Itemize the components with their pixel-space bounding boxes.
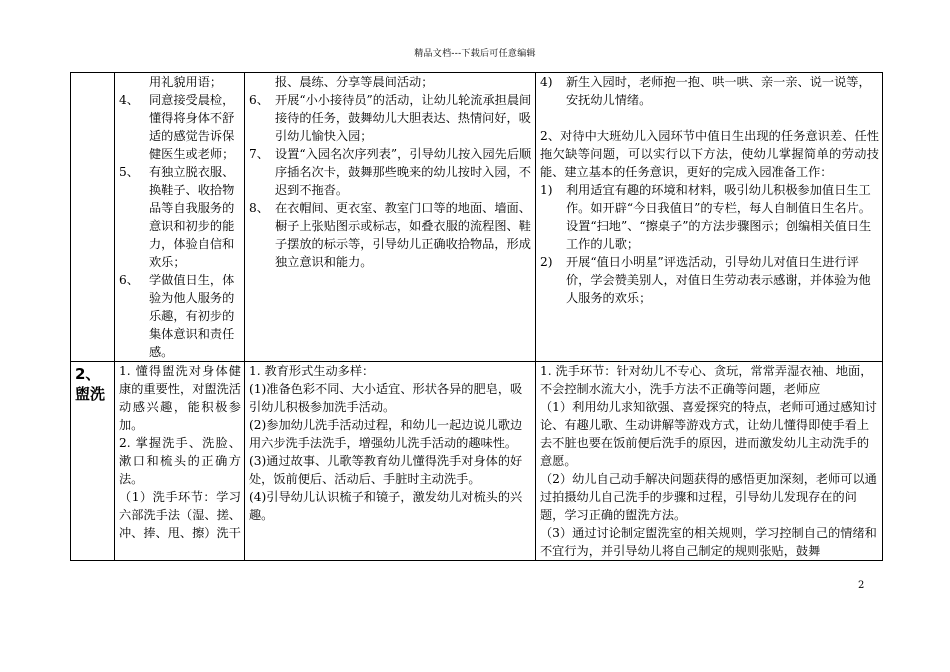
strategies-cell: [245, 362, 536, 561]
list-item: 8、 在衣帽间、更衣室、教室门口等的地面、墙面、橱子上张贴图示或标志，如叠衣服的流程图、鞋子摆放的标示等，引导幼儿正确收拾物品，形成独立意识和能力。: [249, 201, 531, 269]
content-table: [70, 72, 883, 561]
paragraph: (3)通过故事、儿歌等教育幼儿懂得洗手对身体的好处，饭前便后、活动后、手脏时主动洗手。: [249, 454, 523, 486]
list-item: 1) 利用适宜有趣的环境和材料，吸引幼儿积极参加值日生工作。如开辟“今日我值日”的专栏，每人自制值日生名片。设置“扫地”、“擦桌子”的方法步骤图示；创编相关值日生工作的儿歌；: [540, 183, 872, 251]
paragraph: 1. 教育形式生动多样：: [249, 364, 375, 378]
list-item: 6、 学做值日生，体验为他人服务的乐趣，有初步的集体意识和责任感。: [119, 273, 235, 359]
list-item: 5、 有独立脱衣服、换鞋子、收拾物品等自我服务的意识和初步的能力，体验自信和欢乐；: [119, 165, 235, 269]
list-item: 7、 设置“入园名次序列表”，引导幼儿按入园先后顺序插名次卡，鼓舞那些晚来的幼儿按时入园，不迟到不拖沓。: [249, 147, 532, 197]
paragraph: （3）通过讨论制定盥洗室的相关规则，学习控制自己的情绪和不宜行为，并引导幼儿将自己制定的规则张贴，鼓舞: [540, 526, 877, 558]
paragraph: (2)参加幼儿洗手活动过程，和幼儿一起边说儿歌边用六步洗手法洗手，增强幼儿洗手活动的趣味性。: [249, 418, 523, 450]
list-item: 6、 开展“小小接待员”的活动，让幼儿轮流承担晨间接待的任务，鼓舞幼儿大胆表达、热情问好，吸引幼儿愉快入园；: [249, 93, 532, 143]
paragraph: 2. 掌握洗手、洗脸、漱口和梳头的正确方法。: [119, 436, 241, 486]
paragraph: （1）利用幼儿求知欲强、喜爱探究的特点，老师可通过感知讨论、有趣儿歌、生动讲解等游戏方式，让幼儿懂得即使手看上去不脏也要在饭前便后洗手的原因，进而激发幼儿主动洗手的意愿。: [540, 400, 877, 468]
table-row-washing: [71, 362, 883, 561]
section-cell-empty: [71, 73, 115, 362]
list-item: 报、晨练、分享等晨间活动；: [275, 75, 434, 89]
list-item: 4、 同意接受晨检，懂得将身体不舒适的感觉告诉保健医生或老师；: [119, 93, 235, 161]
goals-cell: [115, 73, 245, 362]
paragraph: 2、对待中大班幼儿入园环节中值日生出现的任务意识差、任性拖欠缺等问题，可以实行以下方法，使幼儿掌握简单的劳动技能、建立基本的任务意识，更好的完成入园准备工作：: [540, 129, 879, 179]
strategies-cell: [245, 73, 536, 362]
paragraph: 1. 懂得盥洗对身体健康的重要性，对盥洗活动感兴趣，能积极参加。: [119, 364, 241, 432]
paragraph: (4)引导幼儿认识梳子和镜子，激发幼儿对梳头的兴趣。: [249, 490, 523, 522]
paragraph: （2）幼儿自己动手解决问题获得的感悟更加深刻，老师可以通过拍摄幼儿自己洗手的步骤和过程，引导幼儿发现存在的问题，学习正确的盥洗方法。: [540, 472, 877, 522]
paragraph: （1）洗手环节：学习六部洗手法（湿、搓、冲、捧、甩、擦）洗干: [119, 490, 241, 540]
paragraph: (1)准备色彩不同、大小适宜、形状各异的肥皂，吸引幼儿积极参加洗手活动。: [249, 382, 523, 414]
page-header: 精品文档---下载后可任意编辑: [414, 49, 536, 59]
table-row-arrival: [71, 73, 883, 362]
problems-cell: [536, 73, 883, 362]
list-item: 2) 开展“值日小明星”评选活动，引导幼儿对值日生进行评价，学会赞美别人，对值日生劳动表示感谢，并体验为他人服务的欢乐；: [540, 255, 871, 305]
section-title: 2、盥洗: [71, 362, 115, 561]
page-number: 2: [858, 580, 865, 591]
problems-cell: [536, 362, 883, 561]
goals-cell: [115, 362, 245, 561]
list-item: 用礼貌用语；: [149, 75, 223, 89]
paragraph: 1. 洗手环节：针对幼儿不专心、贪玩，常常弄湿衣袖、地面，不会控制水流大小，洗手方法不正确等问题，老师应: [540, 364, 873, 396]
list-item: 4) 新生入园时，老师抱一抱、哄一哄、亲一亲、说一说等，安抚幼儿情绪。: [540, 75, 871, 107]
